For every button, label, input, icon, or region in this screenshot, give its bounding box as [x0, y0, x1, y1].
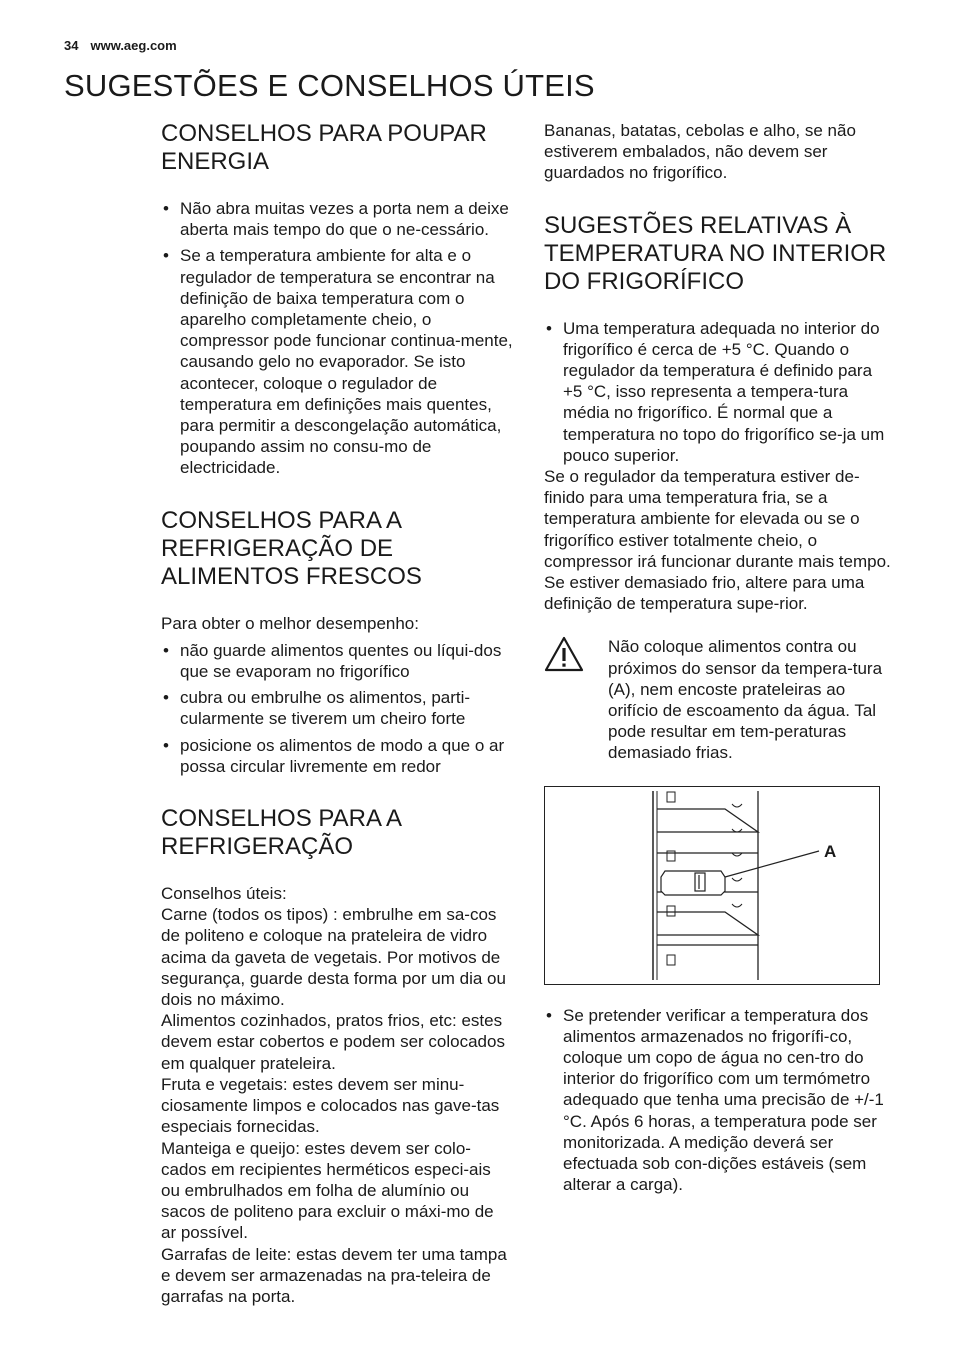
page-number: 34 [64, 38, 79, 53]
temperatura-list-2 [544, 1005, 896, 1196]
page-title: SUGESTÕES E CONSELHOS ÚTEIS [64, 68, 595, 103]
warning-box [544, 636, 896, 763]
frescos-intro: Para obter o melhor desempenho: [161, 613, 419, 633]
list-item: • cubra ou embrulhe os alimentos, parti-cularmente se tiverem um cheiro forte [161, 687, 513, 729]
list-item: • Uma temperatura adequada no interior do frigorífico é cerca de +5 °C. Quando o regulador da temperatura é definido para +5 °C, isso representa a tempera-tura média no frigorífico. É normal que a temperatura no topo do frigorífico se-ja um pouco superior. [544, 318, 896, 466]
right-intro: Bananas, batatas, cebolas e alho, se não estiverem embalados, não devem ser guardados no frigorífico. [544, 121, 856, 183]
temperatura-list [544, 318, 896, 466]
left-column [161, 120, 513, 1307]
warning-text: Não coloque alimentos contra ou próximos do sensor da tempera-tura (A), nem encoste prateleiras ao orifício de escoamento da água. Tal pode resultar em tem-peraturas demasiado frias. [608, 637, 883, 763]
paragraph: Conselhos úteis: [161, 884, 287, 904]
paragraph: Alimentos cozinhados, pratos frios, etc: estes devem estar cobertos e podem ser colocados em qualquer prateleira. [161, 1011, 505, 1073]
heading-refrigeracao: CONSELHOS PARA A REFRIGERAÇÃO [161, 805, 401, 861]
heading-alimentos-frescos: CONSELHOS PARA A REFRIGERAÇÃO DE ALIMENTOS FRESCOS [161, 506, 422, 590]
list-item: • Não abra muitas vezes a porta nem a deixe aberta mais tempo do que o ne-cessário. [161, 198, 513, 240]
sensor-label-a: A [824, 841, 837, 861]
website-url[interactable]: www.aeg.com [90, 38, 177, 53]
temperatura-paragraph: Se o regulador da temperatura estiver de-finido para uma temperatura fria, se a temperatura ambiente for elevada ou se o frigorífico estiver totalmente cheio, o compressor irá funcionar durante mais tempo. Se estiver demasiado frio, altere para uma definição de temperatura supe-rior. [544, 467, 891, 614]
frescos-list [161, 640, 513, 777]
energia-list [161, 198, 513, 479]
paragraph: Carne (todos os tipos) : embrulhe em sa-cos de politeno e coloque na prateleira de vidro acima da gaveta de vegetais. Por motivos de segurança, guarde desta forma por um dia ou dois no máximo. [161, 905, 506, 1010]
list-item: • posicione os alimentos de modo a que o ar possa circular livremente em redor [161, 735, 513, 777]
heading-poupar-energia: CONSELHOS PARA POUPAR ENERGIA [161, 120, 487, 175]
list-item: • Se a temperatura ambiente for alta e o regulador de temperatura se encontrar na definição de baixa temperatura com o aparelho completamente cheio, o compressor pode funcionar continua-mente, causando gelo no evaporador. Se isto acontecer, coloque o regulador de temperatura em definições mais quentes, para permitir a descongelação automática, poupando assim no consu-mo de electricidade. [161, 245, 513, 478]
heading-temperatura: SUGESTÕES RELATIVAS À TEMPERATURA NO INTERIOR DO FRIGORÍFICO [544, 211, 887, 295]
page-header [64, 38, 177, 53]
refrigeracao-text [161, 883, 513, 1307]
list-item: • não guarde alimentos quentes ou líqui-dos que se evaporam no frigorífico [161, 640, 513, 682]
list-item: • Se pretender verificar a temperatura dos alimentos armazenados no frigorífi-co, coloque um copo de água no cen-tro do interior do frigorífico com um termómetro adequado que tenha uma precisão de +/-1 °C. Após 6 horas, a temperatura pode ser monitorizada. A medição deverá ser efectuada sob con-dições estáveis (sem alterar a carga). [544, 1005, 896, 1196]
fridge-interior-illustration [545, 787, 879, 984]
warning-triangle-icon [544, 636, 608, 763]
right-column [544, 120, 896, 1201]
paragraph: Garrafas de leite: estas devem ter uma tampa e devem ser armazenadas na pra-teleira de garrafas na porta. [161, 1244, 507, 1306]
paragraph: Fruta e vegetais: estes devem ser minu-ciosamente limpos e colocados nas gave-tas especiais fornecidas. [161, 1074, 500, 1137]
fridge-sensor-figure [544, 786, 880, 985]
paragraph: Manteiga e queijo: estes devem ser colo-cados em recipientes herméticos especi-ais ou embrulhados em folha de alumínio ou sacos de politeno para excluir o máxi-mo de ar possível. [161, 1138, 494, 1243]
